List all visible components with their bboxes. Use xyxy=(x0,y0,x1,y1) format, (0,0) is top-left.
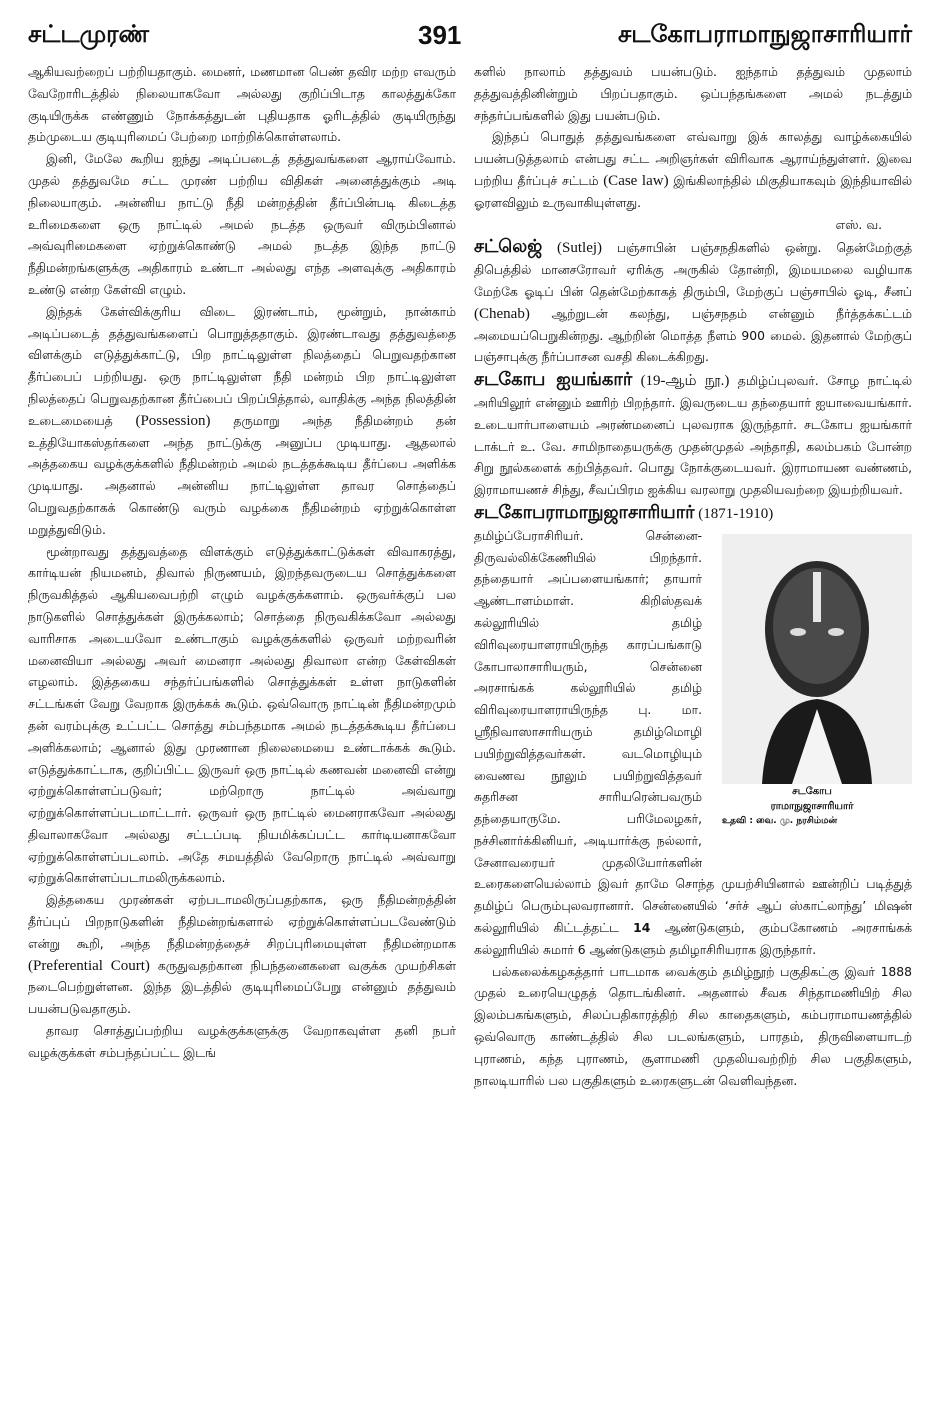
preferential-court-term: (Preferential Court) xyxy=(28,957,150,974)
portrait-caption-2: ராமாநுஜாசாரியார் xyxy=(770,800,854,812)
left-paragraph-2: இனி, மேலே கூறிய ஐந்து அடிப்படைத் தத்துவங்களை ஆராய்வோம். முதல் தத்துவமே சட்ட முரண் பற்றிய விதிகள் அனைத்துக்கும் அடி நிலையாகும். அன்னிய நாட்டு நீதி மன்றத்தின் தீர்ப்பின்படி கிடைத்த உரிமைகளை ஒரு நாட்டில் அமல் நடத்த ஒருவர் விரும்பினால் அவ்வுரிமைகளை ஏற்றுக்கொண்டு அமல் நடத்த இந்த நாட்டு நீதிமன்றங்களுக்கு அதிகாரம் உண்டா அல்லது எந்த அளவுக்கு அதிகாரம் உண்டு என்ற கேள்வி எழும். xyxy=(28,152,456,297)
right-paragraph-2: இந்தப் பொதுத் தத்துவங்களை எவ்வாறு இக் காலத்து வாழ்க்கையில் பயன்படுத்தலாம் என்பது சட்ட அறிஞர்கள் விரிவாக ஆராய்ந்துள்ளர். இவை பற்றிய தீர்ப்புச் சட்டம் (Case law) இங்கிலாந்தில் மிகுதியாகவும் இந்தியாவில் ஓரளவிலும் உருவாகியுள்ளது. xyxy=(474,130,912,210)
left-paragraph-1: ஆகியவற்றைப் பற்றியதாகும். மைனர், மணமான பெண் தவிர மற்ற எவரும் வேறோரிடத்தில் நிலையாகவோ அல்லது குறிப்பிடாத காலத்துக்கோ குடியிருக்க எண்ணும் நோக்கத்துடன் புதியதாக ஓரிடத்தில் குடியிருந்து தம்முடைய குடியுரிமைப் பேற்றை மாற்றிக்கொள்ளலாம். xyxy=(28,65,456,145)
page-number: 391 xyxy=(418,20,462,50)
entry-sutlej: சட்லெஜ் (Sutlej) பஞ்சாபின் பஞ்சநதிகளில் ஒன்று. தென்மேற்குத் திபெத்தில் மானசரோவர் ஏரிக்கு அருகில் தோன்றி, இமயமலை வழியாக மேற்கே ஓடிப் பின் தென்மேற்காகத் திரும்பி, மேற்குப் பஞ்சாபில் ஓடி, சீனப் (Chenab) ஆற்றுடன் கலந்து, பஞ்சநதம் என்னும் நீர்த்தக்கட்டம் அமையப்பெறுகின்றது. ஆற்றின் மொத்த நீளம் 900 மைல். இதனால் மேற்குப் பஞ்சாபுக்கு நீர்ப்பாசன வசதி கிடைக்கிறது. xyxy=(474,236,912,365)
portrait-caption-1: சடகோப xyxy=(792,785,832,797)
chenab-term: (Chenab) xyxy=(474,305,530,322)
entry-heading-ramanujachariar: சடகோபராமாநுஜாசாரியார் xyxy=(474,501,695,523)
entry-sadagopa-iyengar: சடகோப ஐயங்கார் (19-ஆம் நூ.) தமிழ்ப்புலவர். சோழ நாட்டில் அரியிலூர் என்னும் ஊரிற் பிறந்தார். இவருடைய தந்தையார் ஐயாவையங்கார். உடையார்பாளையம் அரண்மனைப் புலவராக இருந்தார். சடகோப ஐயங்கார் டாக்டர் உ. வே. சாமிநாதையருக்கு முதன்முதல் அந்தாதி, கலம்பகம் போன்ற சிறு நூல்களைக் கற்பித்தவர். பொது நோக்குடையவர். இராமாயண வண்ணம், இராமாயணச் சிந்து, சீவப்பிரம ஐக்கிய வரலாறு முதலியவற்றை இயற்றியவர். xyxy=(474,369,912,498)
portrait-image xyxy=(722,534,912,784)
entry-heading-sadagopa-iyengar: சடகோப ஐயங்கார் xyxy=(474,369,633,391)
left-paragraph-4: மூன்றாவது தத்துவத்தை விளக்கும் எடுத்துக்காட்டுக்கள் விவாகரத்து, கார்டியன் நியமனம், திவால் நிருணயம், இறந்தவருடைய சொத்துக்களை நிருவகித்தல் ஆகியவைபற்றி எழும் வழக்குக்களாம். ஒருவர்க்குப் பல நாடுகளில் சொத்துக்கள் இருக்கலாம்; சொத்தை நிருவகிக்கவோ அல்லது வாரிசாக அடையவோ உண்டாகும் வழக்குக்களில் ஒருவர் மற்றவரின் மனைவியா அல்லது அவர் மைனரா அல்லது திவாலா என்ற கேள்விகள் எழலாம். இத்தகைய சந்தர்ப்பங்களில் சொத்துக்கள் உள்ள நாடுகளின் சட்டங்கள் வேறு வேறாக இருக்கக் கூடும். ஒவ்வொரு நாட்டின் நீதிமன்றமும் தன் வரம்புக்கு உட்பட்ட சொத்து சம்பந்தமாக அமல் நடத்தக்கூடிய தீர்ப்பை அளிக்கலாம்; ஆனால் இது முரணான நிலைமையை உண்டாக்கக் கூடும். எடுத்துக்காட்டாக, குறிப்பிட்ட இருவர் ஒரு நாட்டில் கணவன் மனைவி என்று ஏற்றுக்கொள்ளப்படுவர்; மற்றொரு நாட்டில் அவ்வாறு ஏற்றுக்கொள்ளப்படமாட்டார். ஒருவர் ஒரு நாட்டில் மைனராகவோ அல்லது திவாலாகவோ அல்லது சட்டப்படி நியமிக்கப்பட்ட கார்டியனாகவோ ஏற்றுக்கொள்ளப்படலாம். அதே சமயத்தில் வேறொரு நாட்டில் அவ்வாறு ஏற்றுக்கொள்ளப்படாமலிருக்கலாம். xyxy=(28,544,456,886)
possession-term: (Possession) xyxy=(135,412,211,429)
right-paragraph-1: களில் நாலாம் தத்துவம் பயன்படும். ஐந்தாம் தத்துவம் முதலாம் தத்துவத்தினின்றும் பிறப்பதாகும். ஒப்பந்தங்களை அமல் நடத்தும் சந்தர்ப்பங்களில் இது பயன்படும். xyxy=(474,65,912,123)
header-left-title: சட்டமுரண் xyxy=(28,20,150,48)
portrait-credit: உதவி : வை. மு. நரசிம்மன் xyxy=(722,815,838,826)
entry-heading-sutlej: சட்லெஜ் xyxy=(474,236,543,258)
portrait-figure xyxy=(712,526,912,861)
ramanujachariar-works: பல்கலைக்கழகத்தார் பாடமாக வைக்கும் தமிழ்நூற் பகுதிகட்கு இவர் 1888 முதல் உரையெழுதத் தொடங்கினர். அதனால் சீவக சிந்தாமணியிற் சில இலம்பகங்களும், சிலப்பதிகாரத்திற் சில காதைகளும், கம்பராமாயணத்தில் ஒவ்வொரு காண்டத்தில் சில படலங்களும், பாரதம், திருவிளையாடற் புராணம், கந்த புராணம், சூளாமணி முதலியவற்றிற் சில பகுதிகளும், நாலடியாரில் பல பகுதிகளும் உரைகளுடன் வெளிவந்தன. xyxy=(474,964,912,1088)
left-paragraph-3: இந்தக் கேள்விக்குரிய விடை இரண்டாம், மூன்றும், நான்காம் அடிப்படைத் தத்துவங்களைப் பொறுத்ததாகும். இரண்டாவது தத்துவத்தை விளக்கும் எடுத்துக்காட்டு, பிற நாட்டிலுள்ள நிலத்தைப் பெறுவதற்கான தீர்ப்பைப் பற்றியது. ஒரு நாட்டிலுள்ள நீதி மன்றம் பிற நாட்டிலுள்ள நிலத்தைப் பெறுவதற்கான தீர்ப்பைப் பிறப்பித்தால், வாதிக்கு அந்த நிலத்தின் உடைமையைத் (Possession) தருமாறு அந்த நீதிமன்றம் தன் உத்தியோகஸ்தர்களை அந்த நாட்டுக்கு அனுப்ப முடியாது. ஆதலால் அத்தகைய வழக்குக்களில் நீதிமன்றம் அமல் நடத்தக்கூடிய தீர்ப்பை அளிக்க முடியாது. அதனால் அன்னிய நாட்டிலுள்ள தாவர சொத்தைப் பெறுவதற்காகக் கொண்டு வரும் வழக்கை நீதிமன்றம் ஏற்றுக்கொள்ள மறுத்துவிடும். xyxy=(28,304,456,537)
left-column xyxy=(28,62,456,1412)
left-paragraph-5: இத்தகைய முரண்கள் ஏற்படாமலிருப்பதற்காக, ஒரு நீதிமன்றத்தின் தீர்ப்புப் பிறநாடுகளின் நீதிமன்றங்களால் ஏற்றுக்கொள்ளப்படவேண்டும் என்று கூறி, அந்த நீதிமன்றத்தைச் சிறப்புரிமையுள்ள நீதிமன்றமாக (Preferential Court) கருதுவதற்கான நிபந்தனைகளை வகுக்க முயற்சிகள் நடைபெற்றுள்ளன. இந்த இடத்தில் குடியுரிமைப்பேறு என்னும் தத்துவம் பயன்படுவதாகும். xyxy=(28,893,456,1017)
left-paragraph-6: தாவர சொத்துப்பற்றிய வழக்குக்களுக்கு வேறாகவுள்ள தனி நபர் வழக்குக்கள் சம்பந்தப்பட்ட இடங் xyxy=(28,1024,456,1060)
entry-sadagopa-ramanujachariar: சடகோபராமாநுஜாசாரியார் (1871-1910) சடகோப ராமாநுஜாசாரியார் உதவி : வை. மு. நரசிம்மன் தமிழ்ப்பேராசிரியர். சென்னை-திருவல்லிக்கேணியில் பிறந்தார். தந்தையார் அப்பளையங்கார்; தாயார் ஆண்டாளம்மாள். கிறிஸ்தவக் கல்லூரியில் தமிழ் விரிவுரையாளராயிருந்த காரப்பங்காடு கோபாலாசாரியரும், சென்னை அரசாங்கக் கல்லூரியில் தமிழ் விரிவுரையாளராயிருந்த பு. மா. ஸ்ரீநிவாஸாசாரியரும் தமிழ்மொழி பயிற்றுவித்தவர்கள். வடமொழியும் வைணவ நூலும் பயிற்றுவித்தவர் சுதரிசன சாரியரென்பவரும் தந்தையாருமே. பரிமேலழகர், நச்சினார்க்கினியர், அடியார்க்கு நல்லார், சேனாவரையர் முதலியோர்களின் உரைகளையெல்லாம் இவர் தாமே சொந்த முயற்சியினால் ஊன்றிப் படித்துத் தமிழ்ப் பெரும்புலவரானார். சென்னையில் ‘சர்ச் ஆப் ஸ்காட்லாந்து’ மிஷன் கல்லூரியில் கிட்டத்தட்ட 14 ஆண்டுகளும், கும்பகோணம் அரசாங்கக் கல்லூரியில் சுமார் 6 ஆண்டுகளும் தமிழாசிரியராக இருந்தார். xyxy=(474,501,912,957)
case-law-term: (Case law) xyxy=(603,172,669,189)
right-column xyxy=(474,62,912,1412)
page-header xyxy=(28,20,912,56)
header-right-title: சடகோபராமாநுஜாசாரியார் xyxy=(617,20,912,48)
author-signature: எஸ். வ. xyxy=(835,217,882,232)
